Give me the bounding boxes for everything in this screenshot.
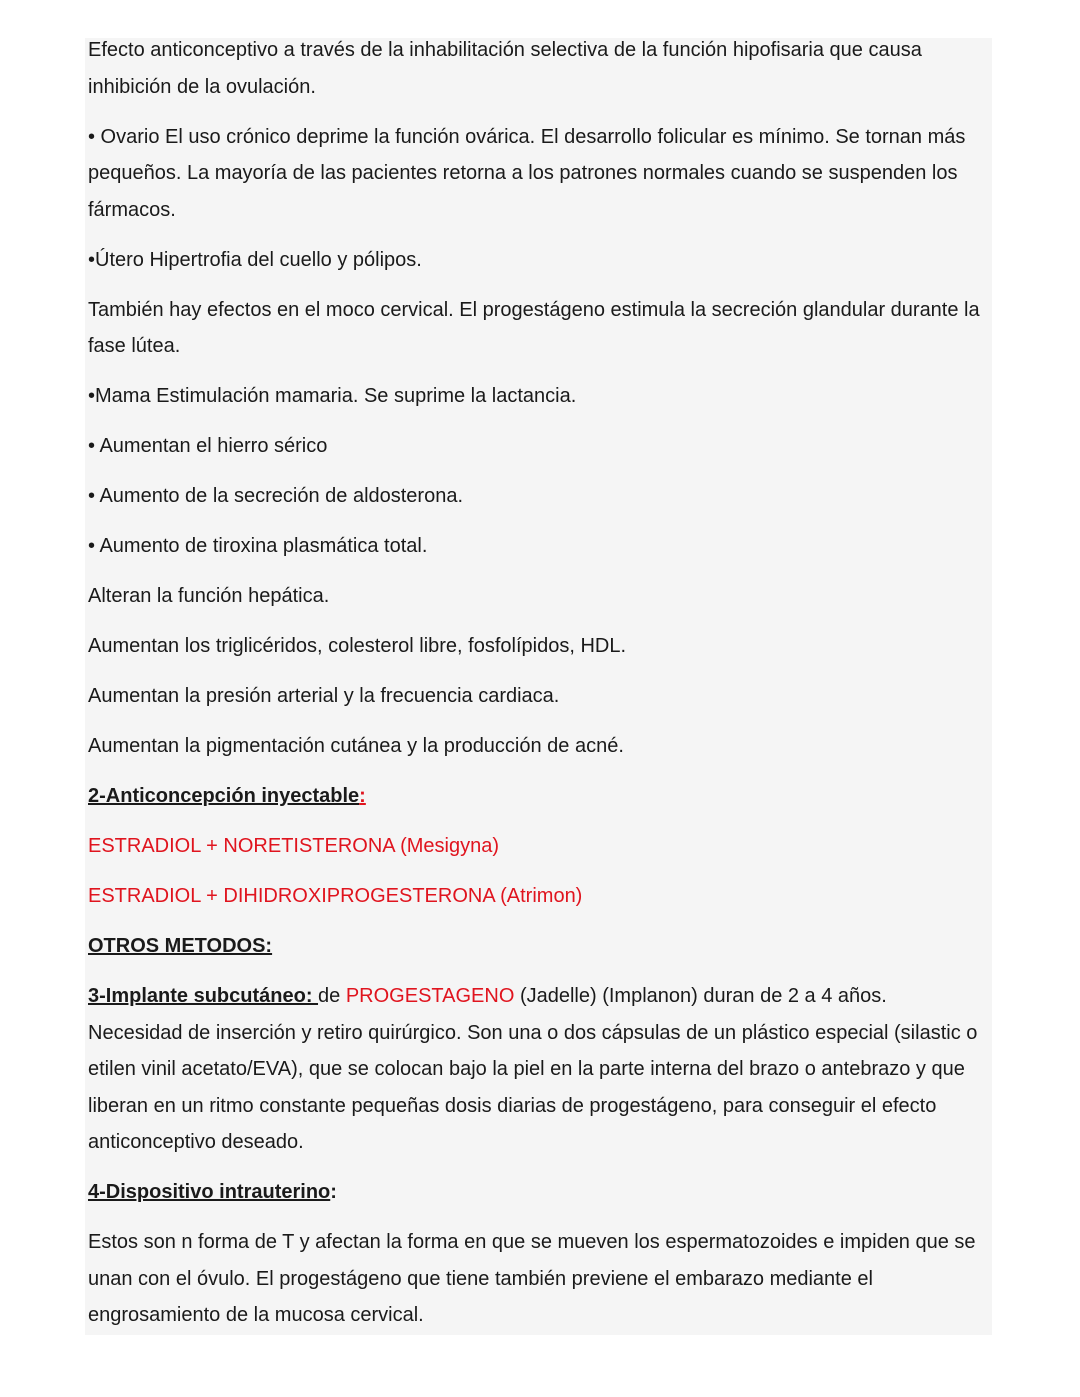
heading-colon: :	[359, 785, 366, 807]
paragraph: • Ovario El uso crónico deprime la función ovárica. El desarrollo folicular es mínimo. Se tornan más pequeños. La mayoría de las pacientes retorna a los patrones normales cuando se suspenden los fármacos.	[88, 125, 966, 221]
paragraph: Aumentan la pigmentación cutánea y la producción de acné.	[88, 735, 624, 757]
drug-name: PROGESTAGENO	[345, 985, 515, 1007]
document-content	[88, 32, 983, 1347]
heading-text: 4-Dispositivo intrauterino	[88, 1181, 331, 1203]
paragraph: Aumentan la presión arterial y la frecuencia cardiaca.	[88, 685, 560, 707]
implant-heading: 3-Implante subcutáneo:	[88, 985, 319, 1007]
heading-colon: :	[330, 1181, 337, 1203]
paragraph: • Aumento de la secreción de aldosterona.	[88, 485, 464, 507]
paragraph: Estos son n forma de T y afectan la forma en que se mueven los espermatozoides e impiden que se unan con el óvulo. El progestágeno que tiene también previene el embarazo mediante el engrosamiento de la mucosa cervical.	[88, 1231, 976, 1326]
paragraph: • Aumentan el hierro sérico	[88, 435, 328, 457]
paragraph: •Mama Estimulación mamaria. Se suprime la lactancia.	[88, 385, 577, 407]
drug-item: ESTRADIOL + NORETISTERONA (Mesigyna)	[88, 835, 500, 857]
paragraph: Alteran la función hepática.	[88, 585, 330, 607]
diu-heading	[88, 1174, 983, 1211]
heading-text: 2-Anticoncepción inyectable	[88, 785, 360, 807]
text: de	[318, 985, 346, 1007]
document-page	[85, 38, 992, 1335]
paragraph: También hay efectos en el moco cervical. El progestágeno estimula la secreción glandular durante la fase lútea.	[88, 298, 980, 357]
paragraph: • Aumento de tiroxina plasmática total.	[88, 535, 428, 557]
injectable-heading	[88, 778, 983, 815]
text: (Jadelle) (Implanon) duran de 2 a 4 años. Necesidad de inserción y retiro quirúrgico. Son una o dos cápsulas de un plástico especial (silastic o etilen vinil acetato/EVA), que se colocan bajo la piel en la parte interna del brazo o antebrazo y que liberan en un ritmo constante pequeñas dosis diarias de progestágeno, para conseguir el efecto anticonceptivo deseado.	[88, 985, 978, 1153]
paragraph: Efecto anticonceptivo a través de la inhabilitación selectiva de la función hipofisaria que causa inhibición de la ovulación.	[88, 39, 922, 98]
drug-item: ESTRADIOL + DIHIDROXIPROGESTERONA (Atrimon)	[88, 885, 583, 907]
implant-paragraph	[88, 978, 983, 1161]
otros-heading: OTROS METODOS:	[88, 935, 273, 957]
paragraph: Aumentan los triglicéridos, colesterol libre, fosfolípidos, HDL.	[88, 635, 627, 657]
paragraph: •Útero Hipertrofia del cuello y pólipos.	[88, 248, 422, 271]
